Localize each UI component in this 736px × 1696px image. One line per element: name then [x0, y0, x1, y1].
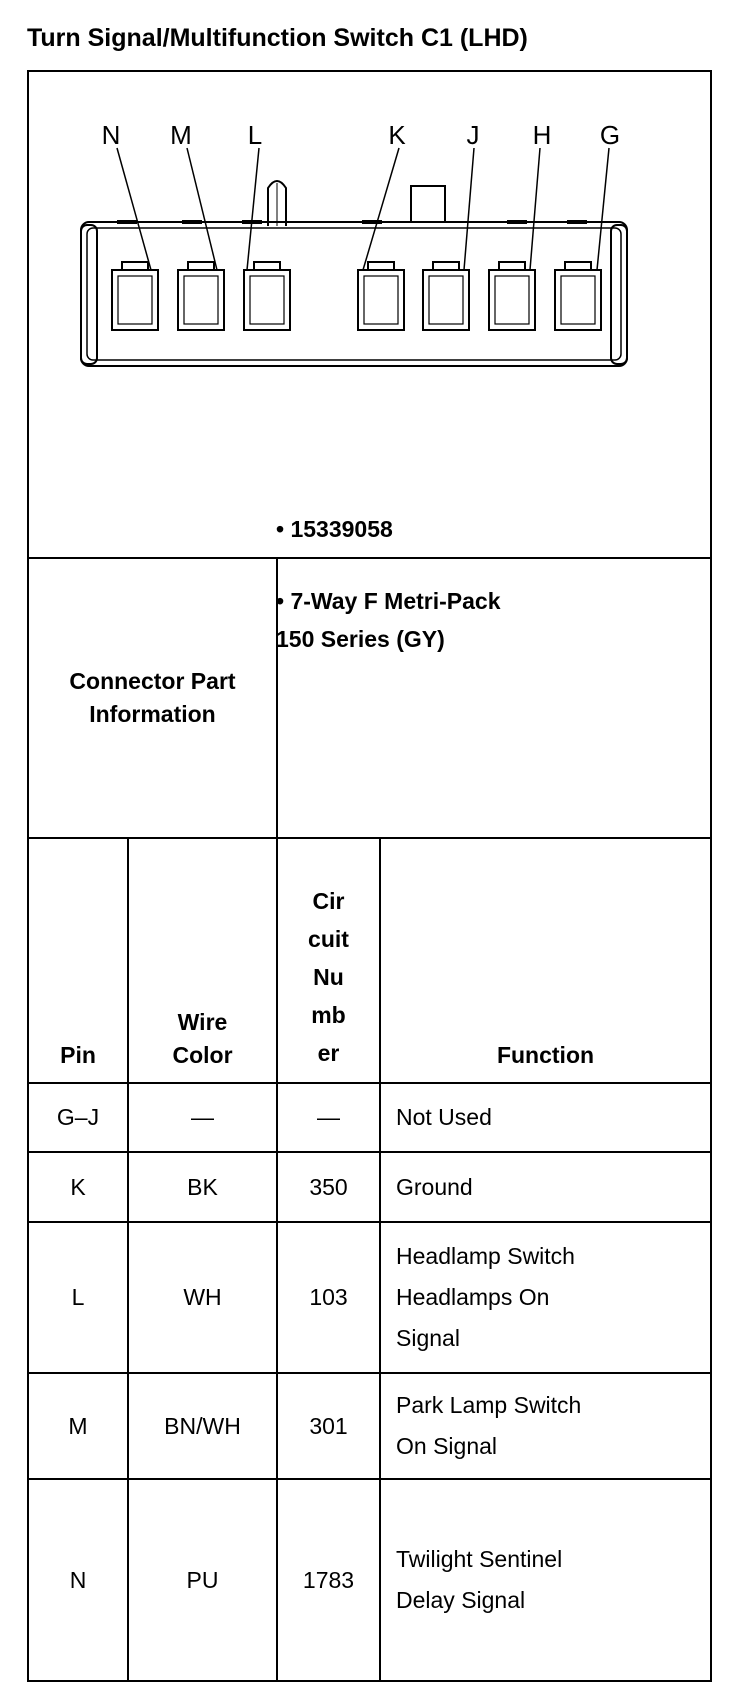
terminal-cavity-inner	[429, 276, 463, 324]
terminal-cavity-inner	[118, 276, 152, 324]
pin-label-h: H	[532, 120, 552, 150]
terminal-cavity-g	[555, 270, 601, 330]
table-cell-function: Park Lamp Switch On Signal	[396, 1392, 582, 1459]
page-title: Turn Signal/Multifunction Switch C1 (LHD)	[27, 24, 528, 52]
terminal-cavity-j	[423, 270, 469, 330]
leader-line-l	[247, 148, 259, 270]
pin-label-k: K	[388, 120, 406, 150]
leader-line-n	[117, 148, 151, 270]
part-info-label: Connector Part Information	[69, 668, 236, 727]
pin-label-j: J	[466, 120, 480, 150]
terminal-cavity-n	[112, 270, 158, 330]
table-cell-function: Not Used	[396, 1104, 492, 1130]
leader-line-k	[363, 148, 399, 270]
terminal-tab	[122, 262, 148, 270]
terminal-cavity-inner	[495, 276, 529, 324]
terminal-cavity-m	[178, 270, 224, 330]
table-cell-circuit: 350	[309, 1173, 348, 1200]
leader-line-h	[530, 148, 540, 270]
table-cell-color: WH	[183, 1284, 222, 1310]
part-number: • 15339058	[276, 516, 393, 542]
table-cell-pin: N	[69, 1566, 87, 1593]
table-cell-color: —	[191, 1104, 214, 1130]
terminal-tab	[499, 262, 525, 270]
terminal-tab	[188, 262, 214, 270]
terminal-cavity-l	[244, 270, 290, 330]
pin-label-m: M	[170, 120, 192, 150]
table-cell-circuit: —	[317, 1104, 340, 1130]
terminal-cavity-inner	[184, 276, 218, 324]
table-cell-pin: L	[71, 1284, 85, 1310]
terminal-cavity-h	[489, 270, 535, 330]
table-cell-pin: G–J	[56, 1104, 100, 1130]
terminal-cavity-inner	[364, 276, 398, 324]
table-cell-color: BN/WH	[164, 1412, 241, 1439]
table-cell-pin: M	[68, 1412, 88, 1439]
terminal-tab	[254, 262, 280, 270]
terminal-cavity-inner	[561, 276, 595, 324]
part-info-list	[276, 510, 676, 692]
table-cell-circuit: 103	[309, 1284, 348, 1310]
leader-line-m	[187, 148, 217, 270]
table-cell-circuit: 301	[309, 1412, 348, 1439]
header-function: Function	[496, 1042, 595, 1068]
pin-label-n: N	[101, 120, 121, 150]
pin-label-l: L	[247, 120, 263, 150]
header-pin: Pin	[60, 1042, 96, 1068]
terminal-tab	[433, 262, 459, 270]
connector-type: • 7-Way F Metri-Pack 150 Series (GY)	[276, 588, 501, 652]
header-circuit-number: Cir cuit Nu mb er	[308, 888, 349, 1066]
leader-line-g	[597, 148, 609, 270]
table-cell-color: BK	[187, 1173, 218, 1200]
pin-label-g: G	[599, 120, 621, 150]
connector-diagram	[27, 70, 712, 560]
terminal-cavity-inner	[250, 276, 284, 324]
terminal-tab	[565, 262, 591, 270]
table-cell-color: PU	[186, 1566, 219, 1593]
table-cell-function: Headlamp Switch Headlamps On Signal	[396, 1243, 575, 1351]
header-wire-color: Wire Color	[172, 1009, 233, 1068]
table-cell-pin: K	[70, 1173, 86, 1200]
table-cell-function: Ground	[396, 1173, 473, 1200]
table-cell-function: Twilight Sentinel Delay Signal	[396, 1546, 563, 1613]
terminal-cavity-k	[358, 270, 404, 330]
table-cell-circuit: 1783	[302, 1566, 355, 1593]
terminal-tab	[368, 262, 394, 270]
leader-line-j	[464, 148, 474, 270]
